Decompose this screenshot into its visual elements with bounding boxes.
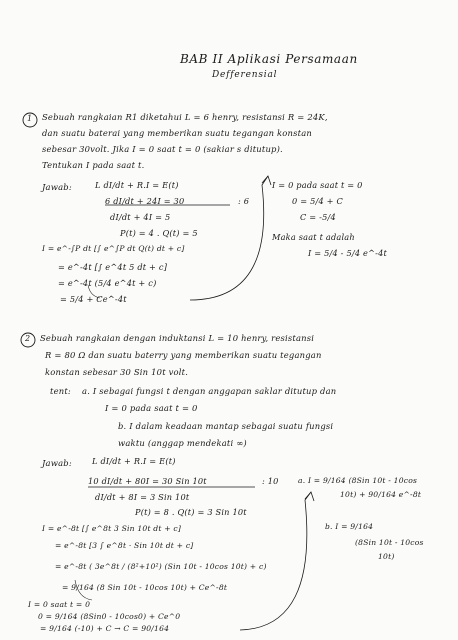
p1-divide-note: : 6 <box>238 196 250 206</box>
p2-bottom-1: I = 0 saat t = 0 <box>28 600 91 609</box>
problem2-answer-label: Jawab: <box>42 458 72 468</box>
problem2-task-b-2: waktu (anggap mendekati ∞) <box>118 438 247 448</box>
problem1-number: 1 <box>27 114 33 123</box>
p2-work-4: P(t) = 8 . Q(t) = 3 Sin 10t <box>135 507 247 517</box>
p2-divide-note: : 10 <box>262 476 279 486</box>
problem2-task-a-2: I = 0 pada saat t = 0 <box>105 403 198 413</box>
p1-arrow <box>190 176 268 300</box>
p2-arrow <box>240 492 311 630</box>
p1-work-5: I = e^-∫P dt [∫ e^∫P dt Q(t) dt + c] <box>42 244 185 253</box>
problem1-line-4: Tentukan I pada saat t. <box>42 160 145 170</box>
problem2-task-label: tent: <box>50 386 71 396</box>
p2-work-7: = e^-8t ( 3e^8t / (8²+10²) (Sin 10t - 10cos 10t) + c) <box>55 562 267 571</box>
p2-work-6: = e^-8t [3 ∫ e^8t · Sin 10t dt + c] <box>55 541 194 550</box>
p2-right-1: a. I = 9/164 (8Sin 10t - 10cos <box>298 476 418 485</box>
p1-work-6: = e^-4t [∫ e^4t 5 dt + c] <box>58 262 168 272</box>
problem1-line-1: Sebuah rangkaian R1 diketahui L = 6 henry, resistansi R = 24K, <box>42 112 328 122</box>
p1-work-2: 6 dI/dt + 24I = 30 <box>105 196 185 206</box>
problem1-line-3: sebesar 30volt. Jika I = 0 saat t = 0 (sakiar s ditutup). <box>42 144 283 154</box>
p2-work-1: L dI/dt + R.I = E(t) <box>92 456 176 466</box>
problem2-task-a: a. I sebagai fungsi t dengan anggapan saklar ditutup dan <box>82 386 337 396</box>
p1-right-4: Maka saat t adalah <box>272 232 355 242</box>
chapter-title: BAB II Aplikasi Persamaan <box>180 52 358 66</box>
p1-work-8: = 5/4 + Ce^-4t <box>60 294 127 304</box>
p2-right-3: b. I = 9/164 <box>325 522 374 531</box>
p1-work-7: = e^-4t (5/4 e^4t + c) <box>58 278 157 288</box>
p2-work-3: dI/dt + 8I = 3 Sin 10t <box>95 492 190 502</box>
p2-work-2: 10 dI/dt + 80I = 30 Sin 10t <box>88 476 207 486</box>
p2-right-4: (8Sin 10t - 10cos <box>355 538 424 547</box>
chapter-subtitle: Defferensial <box>212 70 278 80</box>
p2-bottom-2: 0 = 9/164 (8Sin0 - 10cos0) + Ce^0 <box>38 612 181 621</box>
p1-work-1: L dI/dt + R.I = E(t) <box>95 180 179 190</box>
problem1-answer-label: Jawab: <box>42 182 72 192</box>
p2-bottom-3: = 9/164 (-10) + C → C = 90/164 <box>40 624 170 633</box>
p1-work-3: dI/dt + 4I = 5 <box>110 212 171 222</box>
p1-right-3: C = -5/4 <box>300 212 336 222</box>
problem1-line-2: dan suatu baterai yang memberikan suatu tegangan konstan <box>42 128 312 138</box>
p2-work-5: I = e^-8t [∫ e^8t 3 Sin 10t dt + c] <box>42 524 182 533</box>
p2-work-8: = 9/164 (8 Sin 10t - 10cos 10t) + Ce^-8t <box>62 583 228 592</box>
p2-right-2: 10t) + 90/164 e^-8t <box>340 490 422 499</box>
problem2-line-3: konstan sebesar 30 Sin 10t volt. <box>45 367 189 377</box>
problem2-line-2: R = 80 Ω dan suatu baterry yang memberikan suatu tegangan <box>45 350 322 360</box>
p1-work-4: P(t) = 4 . Q(t) = 5 <box>120 228 198 238</box>
problem2-task-b: b. I dalam keadaan mantap sebagai suatu fungsi <box>118 421 334 431</box>
p2-right-5: 10t) <box>378 552 395 561</box>
p1-right-2: 0 = 5/4 + C <box>292 196 343 206</box>
problem2-number: 2 <box>25 334 31 343</box>
problem2-line-1: Sebuah rangkaian dengan induktansi L = 10 henry, resistansi <box>40 333 315 343</box>
p1-right-1: I = 0 pada saat t = 0 <box>272 180 363 190</box>
p1-right-5: I = 5/4 - 5/4 e^-4t <box>308 248 387 258</box>
